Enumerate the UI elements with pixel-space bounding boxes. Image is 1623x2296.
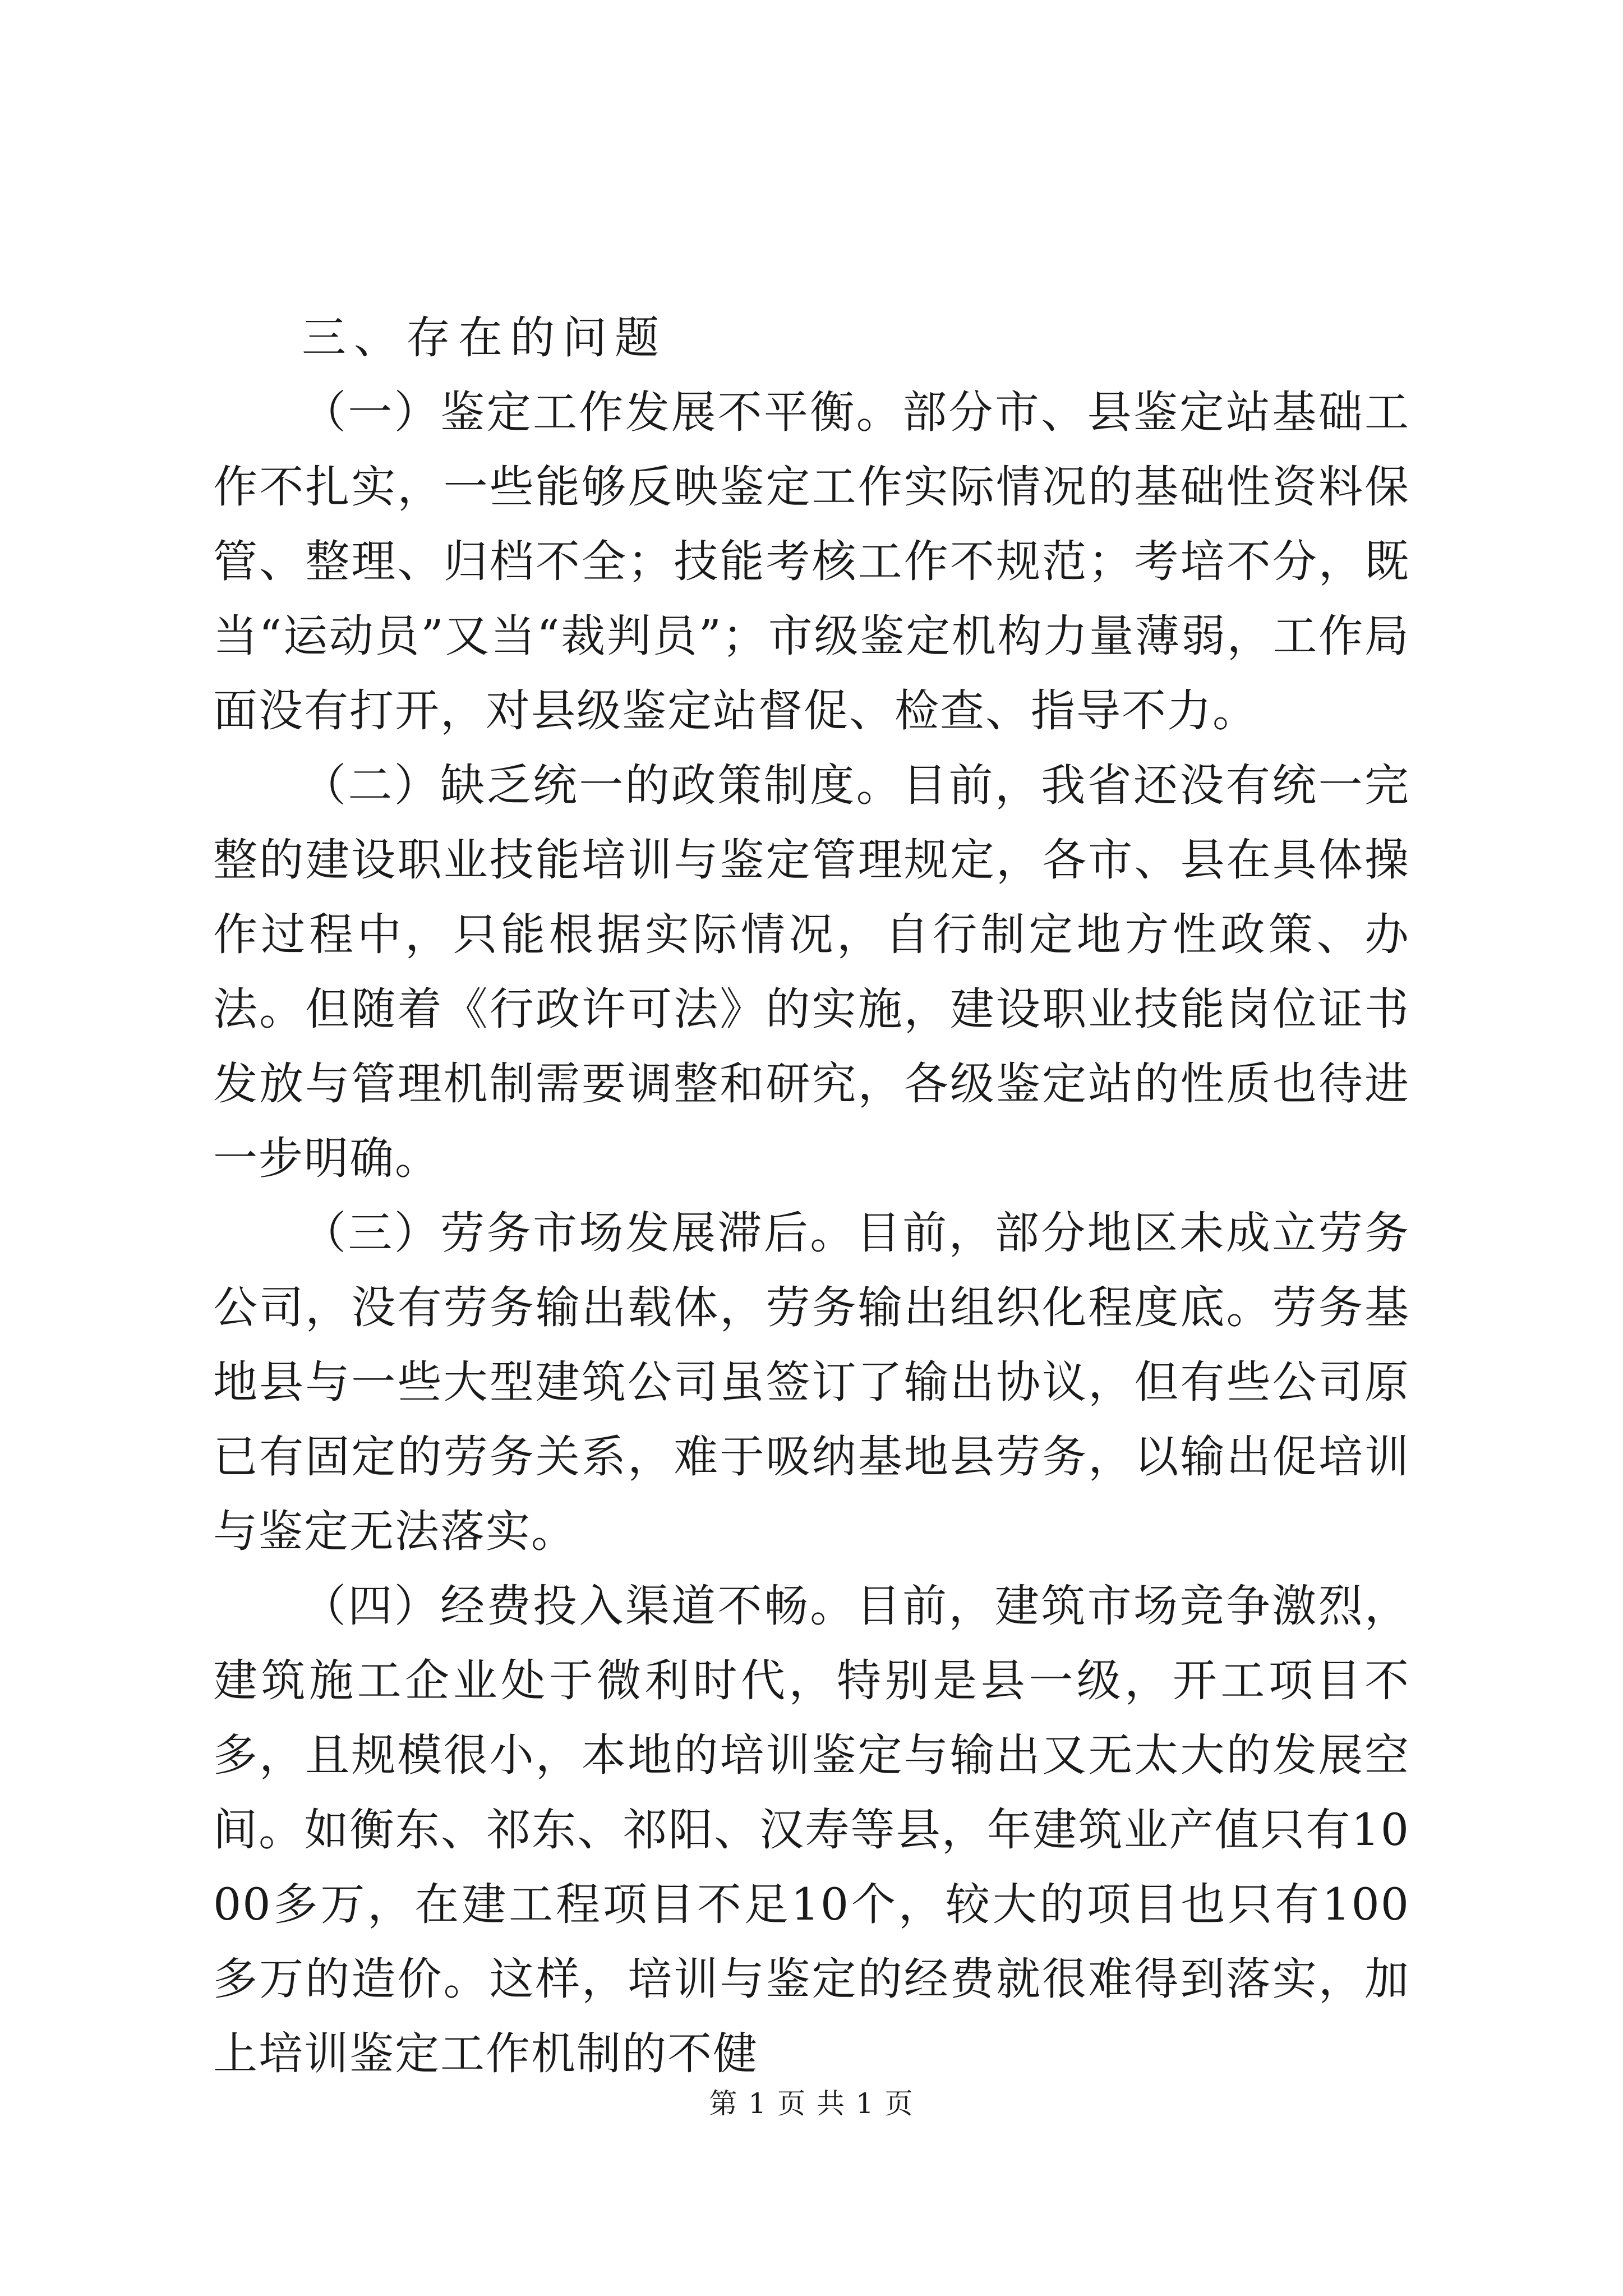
page-number-footer: 第 1 页 共 1 页 (709, 2087, 914, 2120)
paragraph-1: （一）鉴定工作发展不平衡。部分市、县鉴定站基础工作不扎实，一些能够反映鉴定工作实际情况的基础性资料保管、整理、归档不全；技能考核工作不规范；考培不分，既当“运动员”又当“裁判员”；市级鉴定机构力量薄弱，工作局面没有打开，对县级鉴定站督促、检查、指导不力。 (213, 386, 1410, 737)
document-body (213, 301, 1410, 2091)
paragraph-4: （四）经费投入渠道不畅。目前，建筑市场竞争激烈，建筑施工企业处于微利时代，特别是县一级，开工项目不多，且规模很小，本地的培训鉴定与输出又无太大的发展空间。如衡东、祁东、祁阳、汉寿等县，年建筑业产值只有1000多万，在建工程项目不足10个，较大的项目也只有100多万的造价。这样，培训与鉴定的经费就很难得到落实，加上培训鉴定工作机制的不健 (213, 1580, 1410, 2079)
paragraph-2: （二）缺乏统一的政策制度。目前，我省还没有统一完整的建设职业技能培训与鉴定管理规定，各市、县在具体操作过程中，只能根据实际情况，自行制定地方性政策、办法。但随着《行政许可法》的实施，建设职业技能岗位证书发放与管理机制需要调整和研究，各级鉴定站的性质也待进一步明确。 (213, 760, 1410, 1184)
section-heading: 三、存在的问题 (302, 312, 667, 364)
paragraph-3: （三）劳务市场发展滞后。目前，部分地区未成立劳务公司，没有劳务输出载体，劳务输出组织化程度底。劳务基地县与一些大型建筑公司虽签订了输出协议，但有些公司原已有固定的劳务关系，难于吸纳基地县劳务，以输出促培训与鉴定无法落实。 (213, 1207, 1410, 1557)
